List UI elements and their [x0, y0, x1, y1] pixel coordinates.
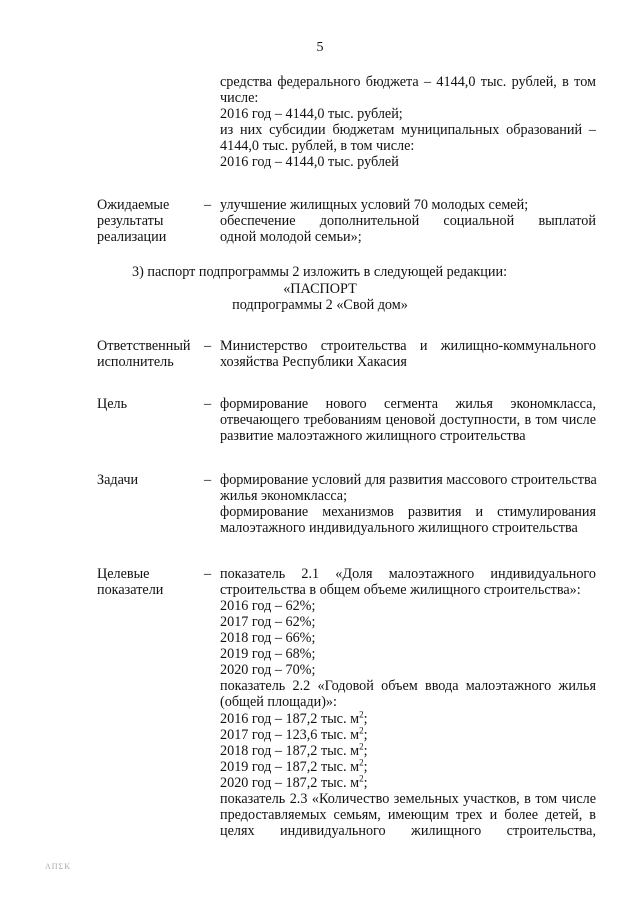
goal-text-1: формирование нового сегмента жилья экономкласса,: [220, 396, 596, 412]
indicators-label-1: Целевые: [97, 566, 150, 582]
indicator-2-1-line-1: показатель 2.1 «Доля малоэтажного индивидуального: [220, 566, 596, 582]
tasks-text-4: малоэтажного индивидуального жилищного строительства: [220, 520, 578, 536]
goal-text-3: развитие малоэтажного жилищного строительства: [220, 428, 526, 444]
indicator-2-1-value: 2016 год – 62%;: [220, 598, 316, 614]
responsible-text-2: хозяйства Республики Хакасия: [220, 354, 407, 370]
indicator-2-1-line-2: строительства в общем объеме жилищного строительства»:: [220, 582, 581, 598]
responsible-label-1: Ответственный: [97, 338, 191, 354]
budget-line-2: числе:: [220, 90, 259, 106]
indicator-2-1-value: 2020 год – 70%;: [220, 662, 316, 678]
responsible-text-1: Министерство строительства и жилищно-коммунального: [220, 338, 596, 354]
indicator-2-2-value: 2019 год – 187,2 тыс. $м^2$;: [220, 757, 368, 775]
budget-line-1: средства федерального бюджета – 4144,0 тыс. рублей, в том: [220, 74, 596, 90]
goal-label: Цель: [97, 396, 128, 412]
indicator-2-3-line-2: предоставляемых семьям, имеющим трех и более детей, в: [220, 807, 596, 823]
indicator-2-2-value: 2017 год – 123,6 тыс. $м^2$;: [220, 725, 368, 743]
passport-title: «ПАСПОРТ: [283, 281, 357, 297]
instruction-text: 3) паспорт подпрограммы 2 изложить в следующей редакции:: [132, 264, 508, 280]
tasks-text-1: формирование условий для развития массового строительства: [220, 472, 597, 488]
tasks-label: Задачи: [97, 472, 139, 488]
responsible-label-2: исполнитель: [97, 354, 174, 370]
responsible-dash: –: [204, 338, 212, 354]
indicators-label-2: показатели: [97, 582, 164, 598]
indicator-2-1-value: 2017 год – 62%;: [220, 614, 316, 630]
indicator-2-2-line-2: (общей площади)»:: [220, 694, 337, 710]
page-number: 5: [316, 40, 324, 55]
expected-label-3: реализации: [97, 229, 167, 245]
indicator-2-2-value: 2020 год – 187,2 тыс. $м^2$;: [220, 773, 368, 791]
budget-line-4: из них субсидии бюджетам муниципальных образований –: [220, 122, 596, 138]
budget-line-3: 2016 год – 4144,0 тыс. рублей;: [220, 106, 403, 122]
indicator-2-1-value: 2019 год – 68%;: [220, 646, 316, 662]
indicator-2-1-value: 2018 год – 66%;: [220, 630, 316, 646]
expected-text-1: улучшение жилищных условий 70 молодых семей;: [220, 197, 529, 213]
budget-line-6: 2016 год – 4144,0 тыс. рублей: [220, 154, 399, 170]
indicator-2-2-value: 2016 год – 187,2 тыс. $м^2$;: [220, 709, 368, 727]
indicator-2-2-line-1: показатель 2.2 «Годовой объем ввода малоэтажного жилья: [220, 678, 596, 694]
expected-text-2: обеспечение дополнительной социальной выплатой: [220, 213, 596, 229]
expected-label-2: результаты: [97, 213, 164, 229]
indicators-dash: –: [204, 566, 212, 582]
expected-text-3: одной молодой семьи»;: [220, 229, 362, 245]
footer-mark: ΑΠΣΚ: [45, 862, 71, 871]
indicator-2-3-line-3: целях индивидуального жилищного строительства,: [220, 823, 596, 839]
expected-label-1: Ожидаемые: [97, 197, 170, 213]
budget-line-5: 4144,0 тыс. рублей, в том числе:: [220, 138, 415, 154]
expected-dash: –: [204, 197, 212, 213]
goal-dash: –: [204, 396, 212, 412]
passport-subtitle: подпрограммы 2 «Свой дом»: [232, 297, 408, 313]
tasks-text-3: формирование механизмов развития и стимулирования: [220, 504, 596, 520]
tasks-dash: –: [204, 472, 212, 488]
indicator-2-3-line-1: показатель 2.3 «Количество земельных участков, в том числе: [220, 791, 596, 807]
indicator-2-2-value: 2018 год – 187,2 тыс. $м^2$;: [220, 741, 368, 759]
tasks-text-2: жилья экономкласса;: [220, 488, 348, 504]
goal-text-2: отвечающего требованиям ценовой доступности, в том числе: [220, 412, 596, 428]
